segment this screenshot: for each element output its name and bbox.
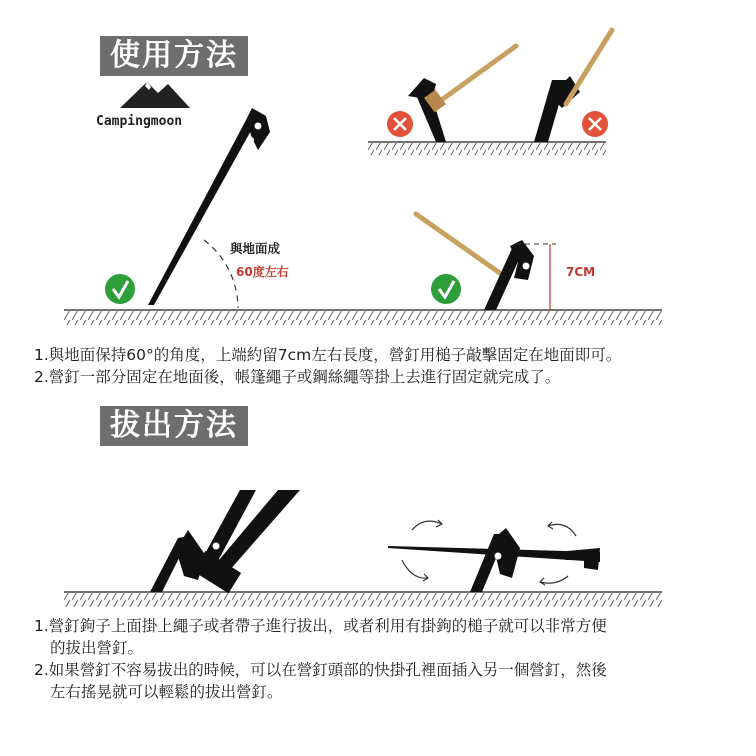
correct-stake-hammer — [416, 214, 595, 310]
height-label: 7CM — [566, 265, 596, 279]
removal-step-2-cont: 左右搖晃就可以輕鬆的拔出營釘。 — [50, 683, 283, 701]
usage-step-2: 2.營釘一部分固定在地面後，帳篷繩子或鋼絲繩等掛上去進行固定就完成了。 — [34, 368, 561, 386]
angle-label-line2: 60度左右 — [236, 265, 289, 279]
brand-name: Campingmoon — [96, 114, 183, 129]
wrong-example-1 — [387, 46, 516, 142]
removal-instructions — [34, 615, 607, 703]
check-icon — [105, 274, 135, 304]
removal-title: 拔出方法 — [100, 406, 248, 446]
wrong-example-2 — [534, 30, 612, 142]
angle-label-line1: 與地面成 — [230, 241, 281, 256]
ground-main — [64, 310, 662, 325]
correct-stake-angled — [105, 108, 289, 308]
usage-instructions — [34, 344, 621, 388]
removal-step-1: 1.營釘鉤子上面掛上繩子或者帶子進行拔出，或者利用有掛鉤的槌子就可以非常方便 — [34, 617, 607, 635]
ground-top-right — [368, 142, 606, 155]
removal-with-strap — [150, 490, 300, 593]
check-icon — [431, 274, 461, 304]
removal-step-2: 2.如果營釘不容易拔出的時候，可以在營釘頭部的快掛孔裡面插入另一個營釘，然後 — [34, 661, 607, 679]
usage-step-1: 1.與地面保持60°的角度，上端約留7cm左右長度，營釘用槌子敲擊固定在地面即可。 — [34, 346, 622, 364]
ground-removal — [64, 592, 662, 607]
usage-title: 使用方法 — [100, 36, 248, 76]
removal-step-1-cont: 的拔出營釘。 — [50, 639, 144, 657]
removal-by-rocking — [388, 520, 600, 592]
campingmoon-logo — [96, 82, 190, 129]
